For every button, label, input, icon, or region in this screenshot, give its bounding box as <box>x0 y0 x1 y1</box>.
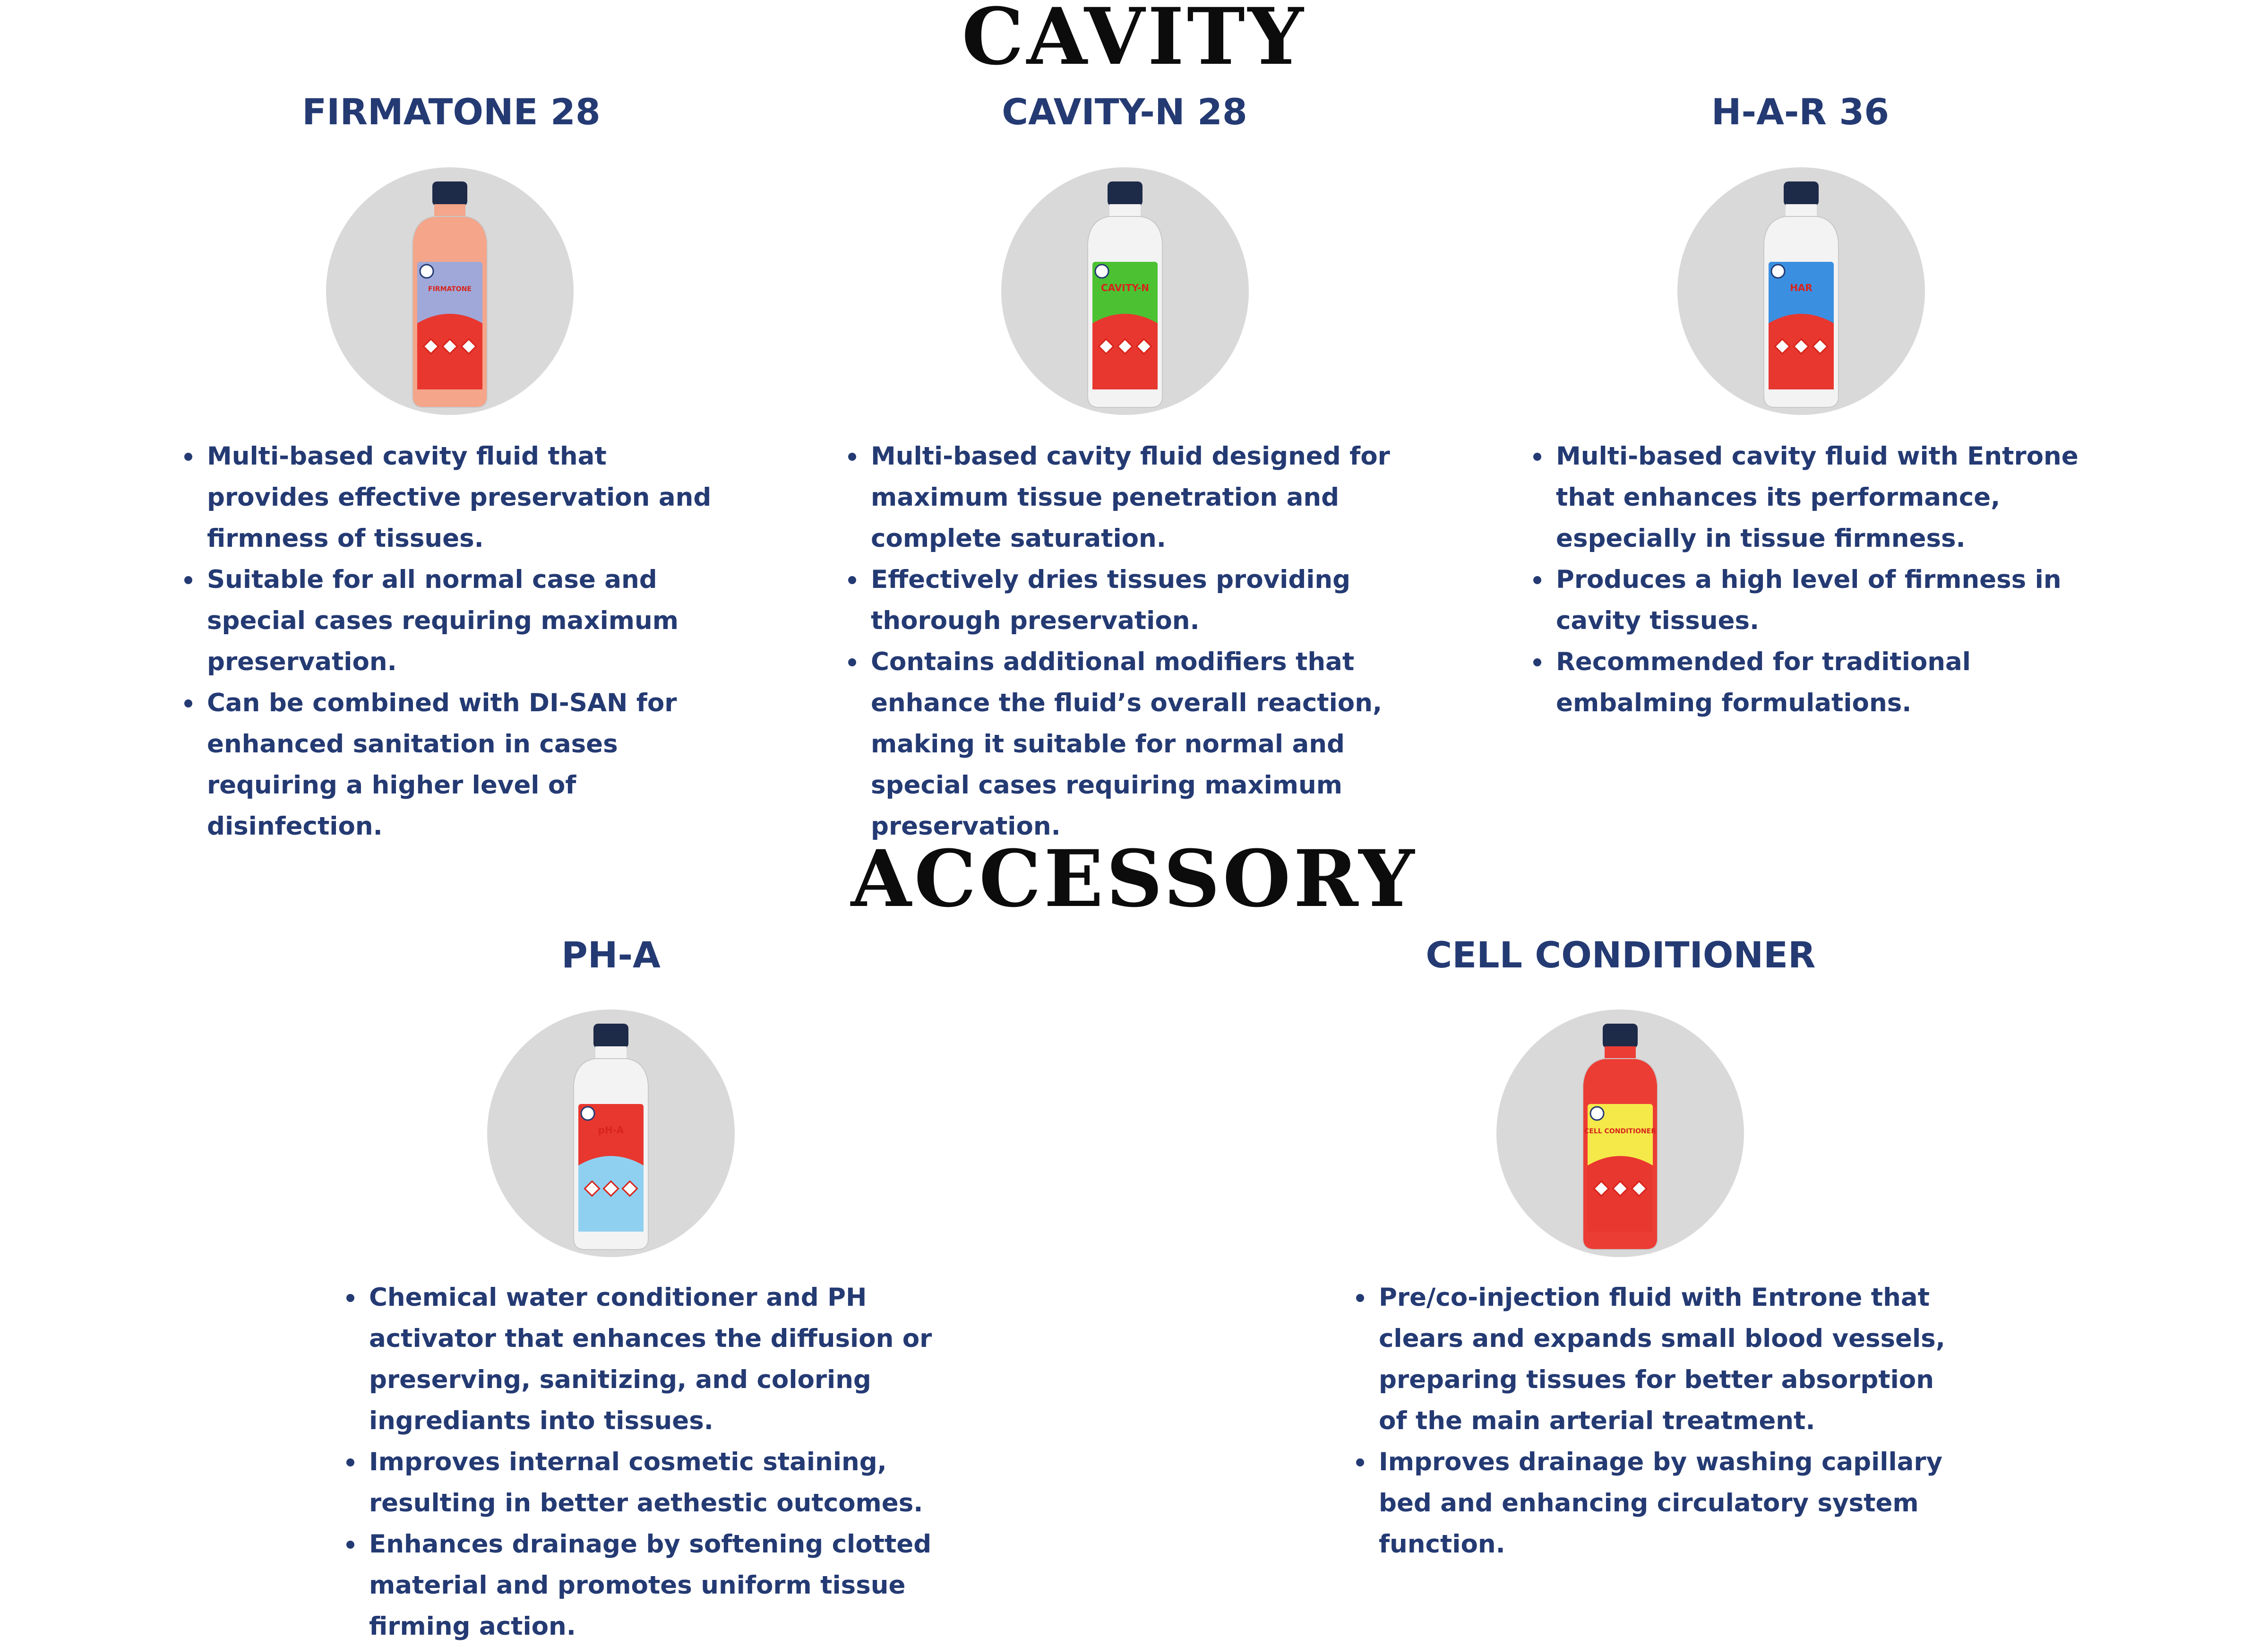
bottle-cap <box>1603 1024 1638 1048</box>
bottle-label-text: HAR <box>1790 282 1813 293</box>
bottle-cap <box>1784 181 1819 206</box>
product-feature-list <box>346 1277 961 1647</box>
bottle-label-text: pH-A <box>598 1124 624 1136</box>
bottle-neck <box>434 204 465 216</box>
bottle-label-text: CELL CONDITIONER <box>1584 1128 1656 1135</box>
bottle-neck <box>595 1046 627 1059</box>
product-image-circle <box>326 167 574 415</box>
brand-logo-icon <box>1590 1107 1604 1120</box>
accessory-section-title: ACCESSORY <box>850 833 1418 924</box>
feature-bullet: Multi-based cavity fluid with Entrone that enhances its performance, especially in tissue firmness. <box>1533 436 2124 559</box>
feature-bullet: Enhances drainage by softening clotted material and promotes uniform tissue firming action. <box>346 1524 961 1647</box>
bottle-image <box>1575 1024 1665 1250</box>
brand-logo-icon <box>581 1107 594 1120</box>
product-name: CELL CONDITIONER <box>1426 934 1816 976</box>
bottle-cap <box>1108 181 1143 206</box>
feature-bullet: Suitable for all normal case and special cases requiring maximum preservation. <box>184 559 737 682</box>
feature-bullet: Can be combined with DI-SAN for enhanced sanitation in cases requiring a higher level of disinfection. <box>184 682 737 847</box>
product-name: FIRMATONE 28 <box>302 91 601 133</box>
product-image-circle <box>1496 1009 1744 1257</box>
feature-bullet: Chemical water conditioner and PH activator that enhances the diffusion or preserving, sanitizing, and coloring ingrediants into tissues. <box>346 1277 961 1441</box>
feature-bullet: Multi-based cavity fluid designed for maximum tissue penetration and complete saturation. <box>848 436 1406 559</box>
bottle-cap <box>432 181 467 206</box>
feature-bullet: Recommended for traditional embalming formulations. <box>1533 641 2124 724</box>
product-name: H-A-R 36 <box>1711 91 1890 133</box>
feature-bullet: Pre/co-injection fluid with Entrone that clears and expands small blood vessels, preparing tissues for better absorption of the main arterial treatment. <box>1356 1277 1970 1441</box>
feature-bullet: Improves drainage by washing capillary bed and enhancing circulatory system function. <box>1356 1441 1970 1565</box>
bottle-image <box>566 1024 656 1250</box>
product-image-circle <box>1677 167 1925 415</box>
cavity-section-title: CAVITY <box>962 0 1306 82</box>
product-name: PH-A <box>561 934 661 976</box>
feature-bullet: Contains additional modifiers that enhance the fluid’s overall reaction, making it suitable for normal and special cases requiring maximum preservation. <box>848 641 1406 847</box>
product-name: CAVITY-N 28 <box>1002 91 1247 133</box>
feature-bullet: Effectively dries tissues providing thorough preservation. <box>848 559 1406 641</box>
brand-logo-icon <box>1095 265 1108 278</box>
bottle-neck <box>1605 1046 1636 1059</box>
product-feature-list <box>184 436 737 847</box>
bottle-image <box>1756 181 1846 408</box>
product-feature-list <box>1356 1277 1970 1565</box>
feature-bullet: Produces a high level of firmness in cavity tissues. <box>1533 559 2124 641</box>
bottle-cap <box>593 1024 628 1048</box>
feature-bullet: Multi-based cavity fluid that provides effective preservation and firmness of tissues. <box>184 436 737 559</box>
brand-logo-icon <box>420 265 433 278</box>
bottle-label-text: FIRMATONE <box>428 285 472 293</box>
product-image-circle <box>487 1009 735 1257</box>
product-feature-list <box>1533 436 2124 724</box>
brand-logo-icon <box>1771 265 1785 278</box>
bottle-neck <box>1109 204 1141 216</box>
bottle-label-text: CAVITY-N <box>1101 282 1149 293</box>
bottle-image <box>405 181 495 408</box>
bottle-neck <box>1786 204 1817 216</box>
product-image-circle <box>1001 167 1249 415</box>
feature-bullet: Improves internal cosmetic staining, resulting in better aethestic outcomes. <box>346 1441 961 1524</box>
product-feature-list <box>848 436 1406 847</box>
bottle-image <box>1080 181 1170 408</box>
